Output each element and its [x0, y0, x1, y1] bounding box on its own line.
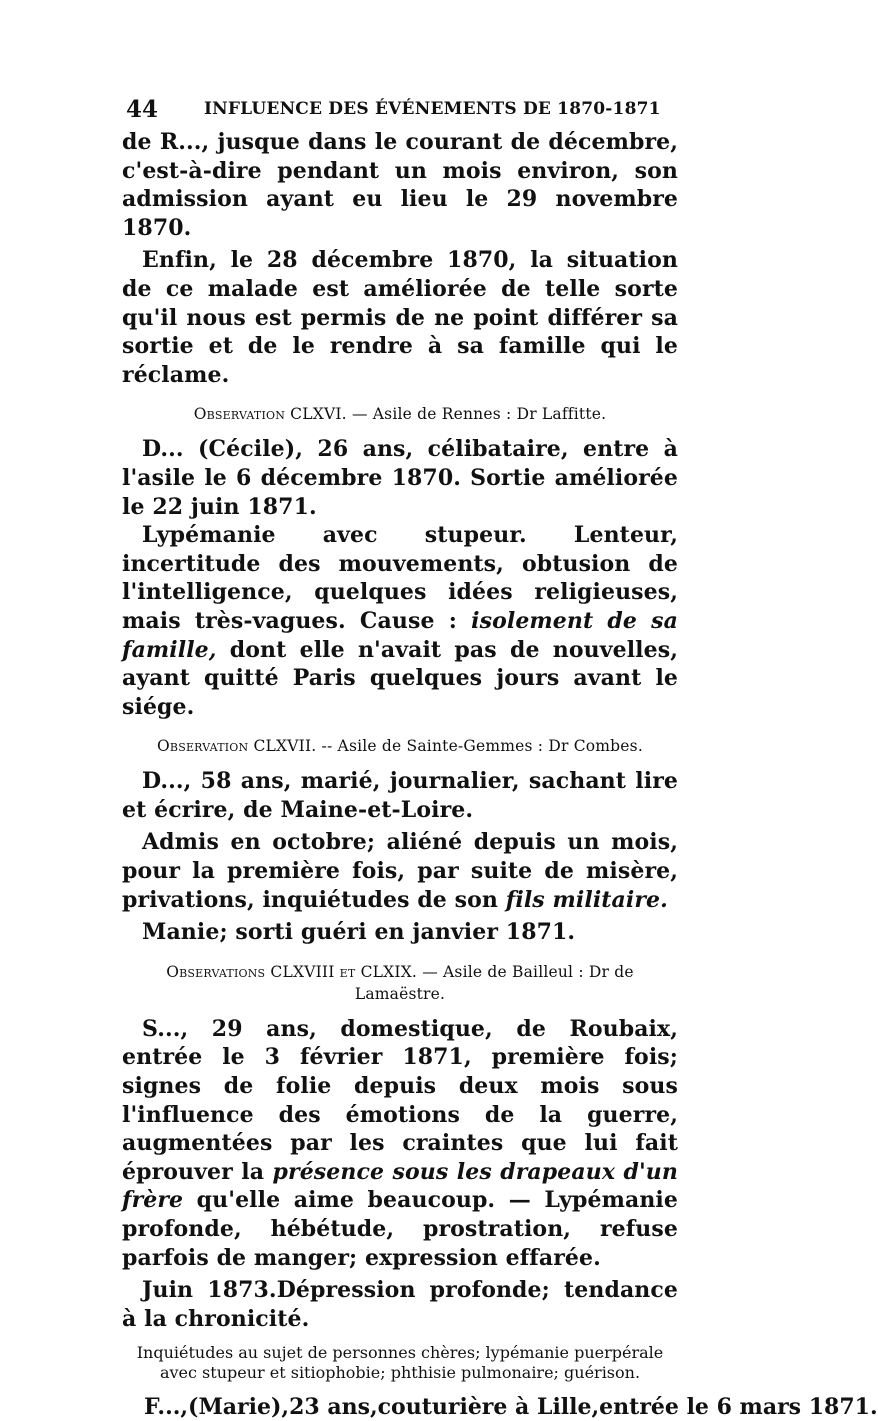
paragraph-8-text: S..., 29 ans, domestique, de Roubaix, entrée le 3 février 1871, première fois; signes de folie depuis deux mois sous l'influence des émotions de la guerre, augmentées par les craintes que lui fait éprouver la	[122, 1015, 678, 1185]
paragraph-6-text: Admis en octobre; aliéné depuis un mois, pour la première fois, par suite de misère, privations, inquiétudes de son	[122, 829, 678, 913]
page-body	[122, 128, 878, 1421]
running-header	[122, 96, 682, 126]
paragraph-3: D... (Cécile), 26 ans, célibataire, entre à l'asile le 6 décembre 1870. Sortie améliorée le 22 juin 1871.	[122, 436, 678, 520]
paragraph-4-after: dont elle n'avait pas de nouvelles, ayant quitté Paris quelques jours avant le siége.	[122, 636, 678, 720]
paragraph-8-after: qu'elle aime beaucoup. — Lypémanie profonde, hébétude, prostration, refuse parfois de manger; expression effarée.	[122, 1187, 678, 1271]
paragraph-4	[122, 521, 678, 721]
paragraph-10: F...,(Marie),23 ans,couturière à Lille,entrée le 6 mars 1871.	[144, 1394, 878, 1421]
paragraph-8-italic: présence sous les drapeaux d'un frère	[122, 1158, 678, 1214]
paragraph-2: Enfin, le 28 décembre 1870, la situation de ce malade est améliorée de telle sorte qu'il nous est permis de ne point différer sa sortie et de le rendre à sa famille qui le réclame.	[122, 247, 678, 388]
paragraph-9: Juin 1873.Dépression profonde; tendance à la chronicité.	[122, 1277, 678, 1332]
paragraph-6	[122, 828, 678, 914]
paragraph-4-text: Lypémanie avec stupeur. Lenteur, incertitude des mouvements, obtusion de l'intelligence, quelques idées religieuses, mais très-vagues. Cause :	[122, 522, 678, 634]
paragraph-7: Manie; sorti guéri en janvier 1871.	[142, 919, 576, 946]
observation-label: Observation CLXVII.	[157, 737, 317, 756]
paragraph-5: D..., 58 ans, marié, journalier, sachant lire et écrire, de Maine-et-Loire.	[122, 768, 678, 823]
observation-source: — Asile de Bailleul : Dr de Lamaëstre.	[354, 962, 634, 1003]
observation-label: Observation CLXVI.	[193, 405, 347, 424]
paragraph-1: de R..., jusque dans le courant de décembre, c'est-à-dire pendant un mois environ, son admission ayant eu lieu le 29 novembre 1870.	[122, 129, 678, 241]
running-title: INFLUENCE DES ÉVÉNEMENTS DE 1870-1871	[204, 99, 661, 119]
summary-note: Inquiétudes au sujet de personnes chères; lypémanie puerpérale avec stupeur et sitiophobie; phthisie pulmonaire; guérison.	[136, 1343, 664, 1383]
observation-heading-166	[122, 403, 678, 425]
observation-source: — Asile de Rennes : Dr Laffitte.	[346, 405, 607, 424]
observation-heading-167	[122, 735, 678, 757]
paragraph-8	[122, 1015, 678, 1272]
page-number: 44	[126, 96, 159, 123]
paragraph-4-italic: isolement de sa famille,	[122, 607, 678, 663]
paragraph-6-italic: fils militaire.	[505, 886, 668, 913]
observation-label: Observations CLXVIII et CLXIX.	[166, 962, 418, 981]
observation-source: -- Asile de Sainte-Gemmes : Dr Combes.	[316, 737, 643, 756]
observation-heading-168-169	[122, 961, 678, 1005]
